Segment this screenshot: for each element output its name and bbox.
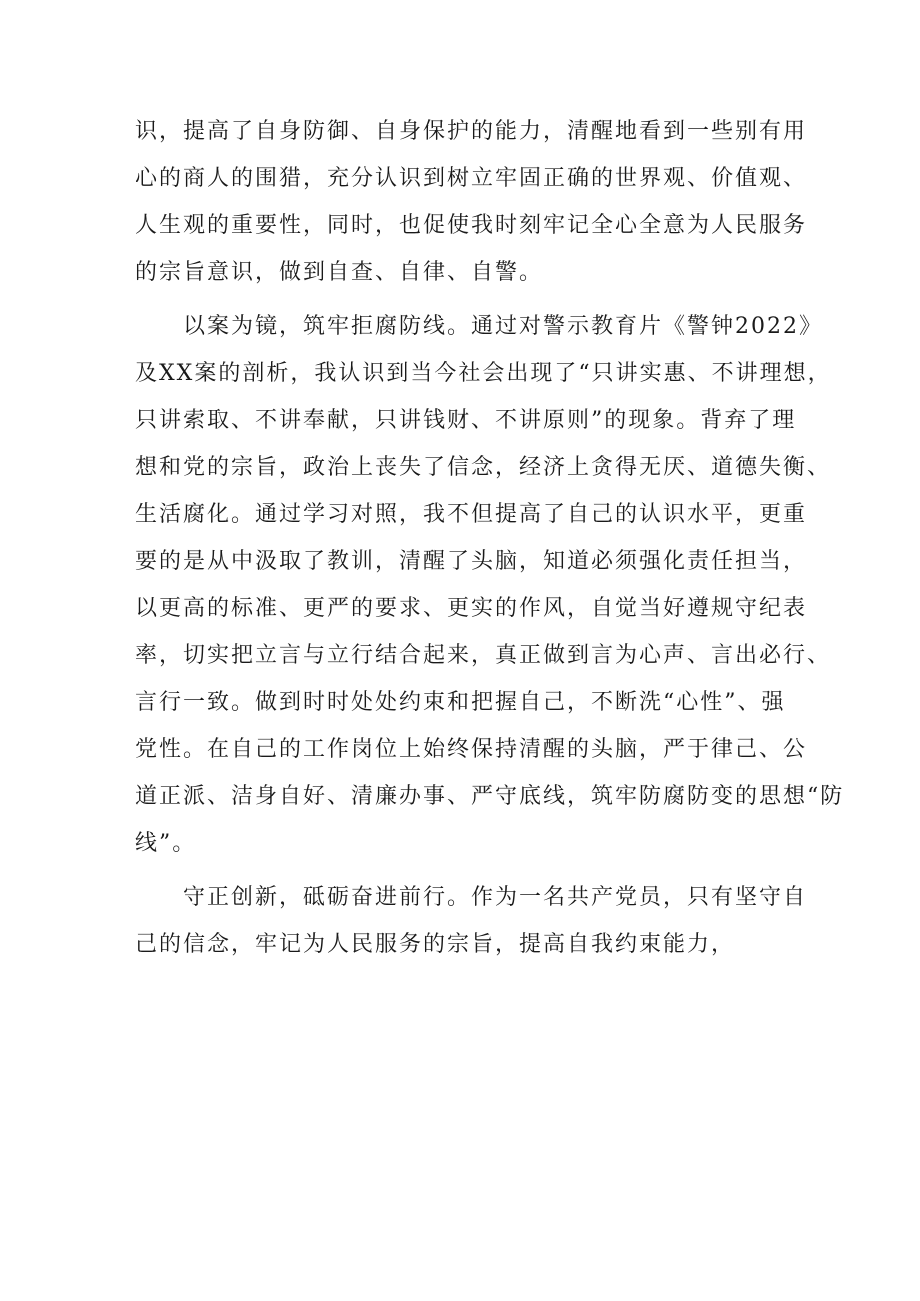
text-line: 守正创新，砥砺奋进前行。作为一名共产党员，只有坚守自	[183, 885, 808, 910]
text-line: 道正派、洁身自好、清廉办事、严守底线，筑牢防腐防变的思想“防	[135, 784, 845, 809]
text-line: 言行一致。做到时时处处约束和把握自己，不断洗“心性”、强	[135, 690, 786, 715]
text-line: 的宗旨意识，做到自查、自律、自警。	[135, 260, 544, 285]
text-line: 人生观的重要性，同时，也促使我时刻牢记全心全意为人民服务	[135, 213, 808, 238]
text-line: 生活腐化。通过学习对照，我不但提高了自己的认识水平，更重	[135, 502, 808, 527]
text-line: 以案为镜，筑牢拒腐防线。通过对警示教育片《警钟2022》	[183, 314, 823, 339]
text-line: 率，切实把立言与立行结合起来，真正做到言为心声、言出必行、	[135, 643, 832, 668]
text-line: 想和党的宗旨，政治上丧失了信念，经济上贪得无厌、道德失衡、	[135, 455, 832, 480]
text-line: 及XX案的剖析，我认识到当今社会出现了“只讲实惠、不讲理想，	[135, 361, 832, 386]
text-line: 以更高的标准、更严的要求、更实的作风，自觉当好遵规守纪表	[135, 596, 808, 621]
text-line: 己的信念，牢记为人民服务的宗旨，提高自我约束能力，	[135, 932, 736, 957]
text-line: 识，提高了自身防御、自身保护的能力，清醒地看到一些别有用	[135, 119, 808, 144]
text-line: 党性。在自己的工作岗位上始终保持清醒的头脑，严于律己、公	[135, 737, 808, 762]
text-line: 线”。	[135, 831, 197, 856]
text-line: 心的商人的围猎，充分认识到树立牢固正确的世界观、价值观、	[135, 166, 808, 191]
text-line: 要的是从中汲取了教训，清醒了头脑，知道必须强化责任担当，	[135, 549, 808, 574]
text-line: 只讲索取、不讲奉献，只讲钱财、不讲原则”的现象。背弃了理	[135, 408, 797, 433]
